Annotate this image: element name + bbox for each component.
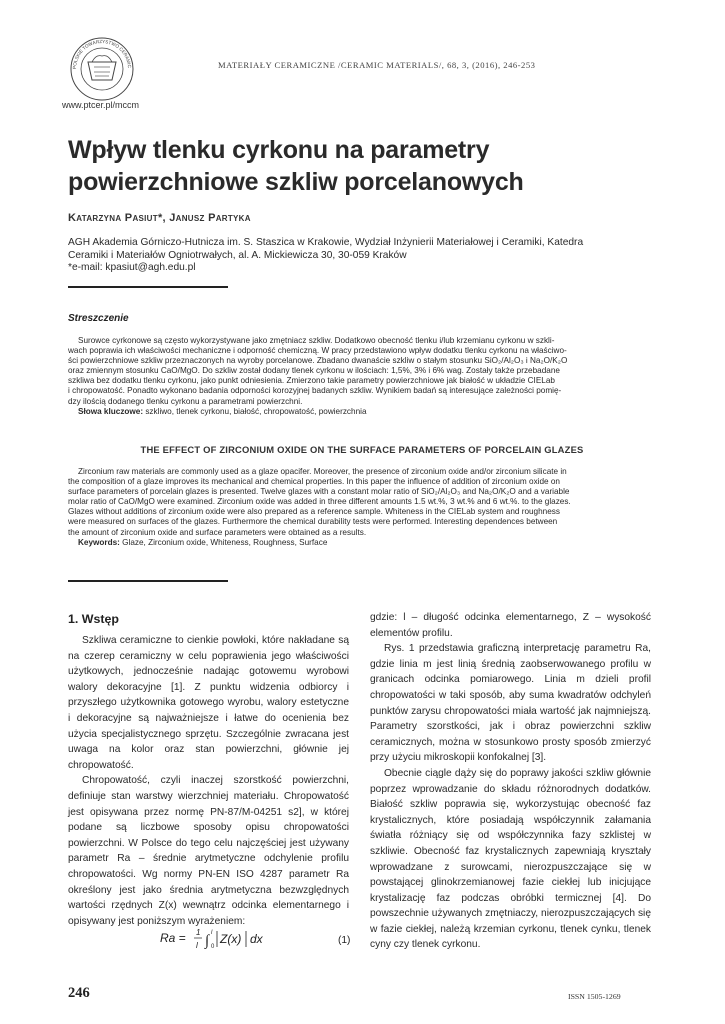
equation — [160, 926, 350, 952]
section-heading: 1. Wstęp — [68, 612, 119, 626]
article-title: Wpływ tlenku cyrkonu na parametry powierzchniowe szkliw porcelanowych — [68, 136, 524, 196]
journal-reference: MATERIAŁY CERAMICZNE /CERAMIC MATERIALS/, 68, 3, (2016), 246-253 — [218, 60, 536, 70]
svg-text:∫: ∫ — [205, 933, 210, 949]
svg-text:l: l — [211, 930, 213, 936]
right-column: gdzie: l – długość odcinka elementarnego, Z – wysokość elementów profilu. Rys. 1 przedstawia graficzną interpretację parametru Ra, gdzie linia m jest linią średnią zaobserwowanego profilu w granicach odcinka pomiarowego. Linia m dzieli profil chropowatości w taki sposób, aby suma kwadratów odchyleń punktów zarysu chropowatości miała wartość jak najmniejszą. Parametry szorstkości, jak i obraz powierzchni szkliw ceramicznych, można w stosunkowo prosty sposób zmierzyć przy użyciu mikroskopii konfokalnej [3]. Obecnie ciągle dąży się do poprawy jakości szkliw głównie poprzez wprowadzanie do składu różnorodnych dodatków. Białość szkliw poprawia się, wykorzystując obecność faz krystalicznych, które posiadają współczynnik załamania światła różniący się od współczynnika fazy szklistej w szkliwie. Obecność faz krystalicznych zapewniają kryształy wprowadzane z surowcami, nierozpuszczające się w powstającej glinokrzemianowej fazie ciekłej lub inicjujące krystalizację faz podczas obróbki termicznej [4]. Do powszechnie używanych zmętniaczy, nierozpuszczających się w fazie ciekłej, należą krzemian cyrkonu, tlenek cynku, tlenek cyny czy tlenek cyrkonu. — [370, 612, 651, 951]
affiliation: AGH Akademia Górniczo-Hutnicza im. S. Staszica w Krakowie, Wydział Inżynierii Materiałowej i Ceramiki, Katedra Ceramiki i Materiałów Ogniotrwałych, al. A. Mickiewicza 30, 30-059 Kraków *e-mail: kpasiut@agh.edu.pl — [68, 237, 658, 275]
equation-number: (1) — [338, 935, 351, 946]
abstract-pl: Surowce cyrkonowe są często wykorzystywane jako zmętniacz szkliw. Dodatkowo obecność tlenku i/lub krzemianu cyrkonu w szkli- wach poprawia ich właściwości mechaniczne i odporność chemiczną. W pracy przedstawiono wpływ dodatku tlenku cyrkonu na właściwo- ści powierzchniowe szkliw przeznaczonych na wyroby porcelanowe. Zbadano dwanaście szkliw o stałym stosunku SiO₂/Al₂O₃ i Na₂O/K₂O oraz zmiennym stosunku CaO/MgO. Do szkliw został dodany tlenek cyrkonu w ilościach: 1,5%, 3% i 6% wag. Zostały także przebadane szkliwa bez dodatku tlenku cyrkonu, jako punkt odniesienia. Zmierzono takie parametry powierzchniowe jak białość w układzie CIELab i chropowatość. Ponadto wykonano badania odporności korozyjnej badanych szkliw. Wynikiem badań są interesujące zależności pomię- dzy ilością dodanego tlenku cyrkonu a parametrami powierzchni. Słowa kluczowe: szkliwo, tlenek cyrkonu, białość, chropowatość, powierzchnia — [68, 336, 568, 416]
page-number: 246 — [68, 985, 90, 1001]
journal-logo — [63, 36, 141, 102]
svg-text:1: 1 — [196, 928, 201, 937]
svg-text:0: 0 — [211, 944, 215, 950]
logo-url[interactable]: www.ptcer.pl/mccm — [62, 100, 140, 110]
email[interactable]: *e-mail: kpasiut@agh.edu.pl — [68, 262, 196, 274]
svg-text:Z(x): Z(x) — [220, 932, 242, 946]
divider — [68, 286, 228, 288]
left-column: Szkliwa ceramiczne to cienkie powłoki, które nakładane są na czerep ceramiczny w celu poprawienia jego właściwości użytkowych, jednocześnie nadając gotowemu wyrobowi walory dekoracyjne [1]. Z punktu widzenia odbiorcy i przyszłego użytkownika gotowego wyrobu, walory estetyczne i dekoracyjne są najważniejsze i łatwe do ocenienia bez użycia specjalistycznego sprzętu. Szczególnie zwracana jest uwaga na kolor oraz stan powierzchni, głównie jej chropowatość. Chropowatość, czyli inaczej szorstkość powierzchni, definiuje stan warstwy wierzchniej materiału. Chropowatość jest opisywana przez normę PN-87/M-04251 s2], w której podane są liczbowe sposoby opisu chropowatości powierzchni. W Polsce do tego celu najczęściej jest używany parametr Ra – średnie arytmetyczne odchylenie profilu chropowatości. Wg normy PN-EN ISO 4287 parametr Ra określony jest jako średnia arytmetyczna bezwzględnych wartości rzędnych Z(x) wewnątrz odcinka elementarnego i opisywany jest poniższym wyrażeniem: — [68, 635, 349, 927]
divider — [68, 580, 228, 582]
abstract-en-title: THE EFFECT OF ZIRCONIUM OXIDE ON THE SURFACE PARAMETERS OF PORCELAIN GLAZES — [140, 444, 584, 455]
svg-text:dx: dx — [250, 932, 263, 946]
equation-graphic — [160, 926, 350, 952]
abstract-en: Zirconium raw materials are commonly used as a glaze opacifer. Moreover, the presence of zirconium oxide and/or zirconium silicate in the composition of a glaze improves its mechanical and chemical properties. In this paper the influence of addition of zirconium oxide on surface parameters of porcelain glazes is presented. Twelve glazes with a constant molar ratio of SiO₂/Al₂O₃ and Na₂O/K₂O and a variable molar ratio of CaO/MgO were examined. Zirconium oxide was added in three different amounts 1.5 wt.%, 3 wt.% and 6 wt.%. to the glazes. Glazes without additions of zirconium oxide were also prepared as a reference sample. Whiteness in the CIELab system and roughness were measured on surfaces of the glazes. Furthermore the chemical durability tests were performed. Interesting dependences between the amount of zirconium oxide and surface parameters were obtained as a results. Keywords: Glaze, Zirconium oxide, Whiteness, Roughness, Surface — [68, 467, 571, 547]
svg-text:Ra =: Ra = — [160, 931, 186, 945]
svg-text:l: l — [196, 941, 198, 950]
svg-text:POLSKIE TOWARZYSTWO CERAMICZNE: POLSKIE TOWARZYSTWO CERAMIC — [71, 38, 133, 70]
abstract-pl-heading: Streszczenie — [68, 313, 129, 324]
issn: ISSN 1505-1269 — [568, 992, 621, 1001]
authors: Katarzyna Pasiut*, Janusz Partyka — [68, 212, 251, 224]
